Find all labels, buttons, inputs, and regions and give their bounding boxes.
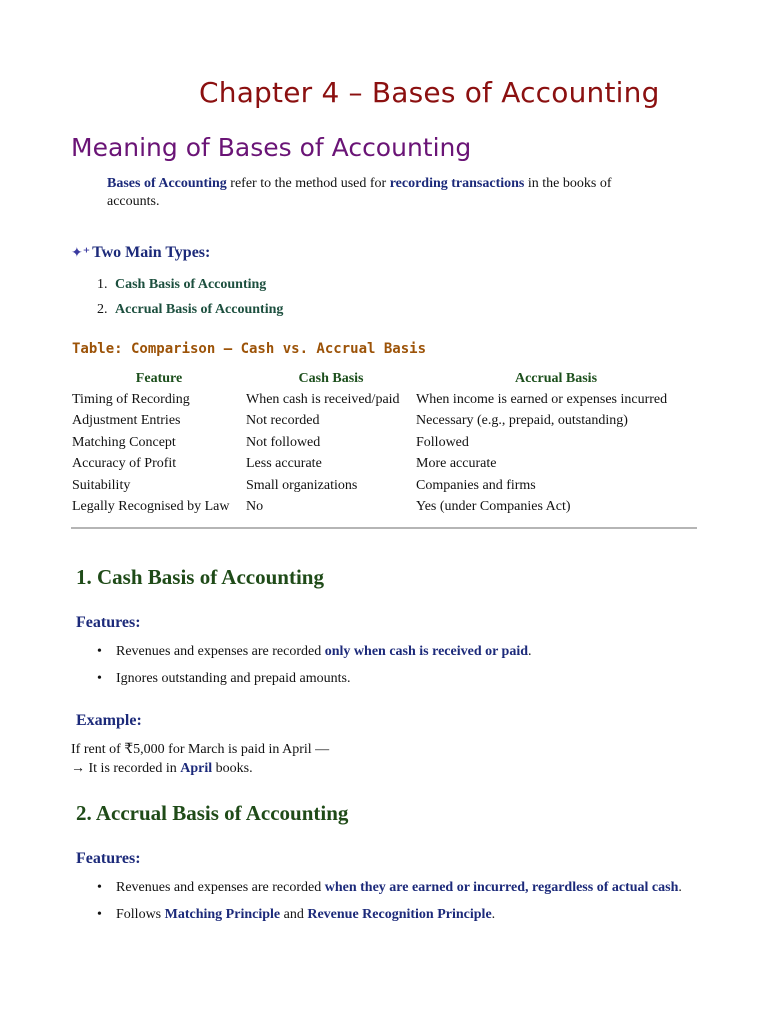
term-recording-transactions: recording transactions bbox=[389, 176, 525, 191]
meaning-paragraph bbox=[107, 175, 667, 211]
bullet-emphasis: Matching Principle bbox=[164, 907, 281, 922]
bullet-emphasis-2: regardless of actual cash bbox=[532, 880, 679, 895]
example-line-2-pre: → It is recorded in bbox=[71, 761, 181, 776]
types-heading-label: Two Main Types: bbox=[92, 244, 211, 261]
table-cell: Accuracy of Profit bbox=[72, 456, 177, 472]
sparkles-icon: ✦⁺ bbox=[71, 245, 91, 261]
table-cell: Companies and firms bbox=[416, 477, 536, 493]
list-item bbox=[97, 879, 697, 897]
accrual-basis-heading: 2. Accrual Basis of Accounting bbox=[76, 801, 349, 825]
table-cell: Matching Concept bbox=[72, 434, 176, 450]
table-row bbox=[72, 432, 696, 454]
bullet-emphasis-2: Revenue Recognition Principle bbox=[307, 907, 492, 922]
table-header-row bbox=[72, 368, 696, 389]
table-cell: Not recorded bbox=[246, 413, 320, 429]
bullet-text: Ignores outstanding and prepaid amounts. bbox=[116, 671, 351, 686]
table-cell: Small organizations bbox=[246, 477, 358, 493]
table-cell: When income is earned or expenses incurred bbox=[416, 391, 668, 407]
list-item bbox=[97, 906, 697, 924]
table-row bbox=[72, 389, 696, 411]
example-heading: Example: bbox=[76, 712, 142, 729]
example-line-1: If rent of ₹5,000 for March is paid in April — bbox=[71, 742, 330, 757]
accrual-features-heading: Features: bbox=[76, 850, 141, 867]
table-cell: Legally Recognised by Law bbox=[72, 499, 230, 515]
table-row bbox=[72, 497, 696, 519]
bullet-end: . bbox=[491, 907, 496, 922]
example-line-2-emph: April bbox=[180, 761, 213, 776]
types-item-label: Cash Basis of Accounting bbox=[115, 277, 267, 292]
table-cell: Necessary (e.g., prepaid, outstanding) bbox=[416, 413, 628, 429]
list-item bbox=[97, 643, 717, 661]
types-list-item bbox=[97, 272, 283, 297]
table-row bbox=[72, 454, 696, 476]
cash-features-list bbox=[97, 643, 717, 688]
accrual-features-list bbox=[97, 879, 697, 924]
table-row bbox=[72, 411, 696, 433]
table-cell: When cash is received/paid bbox=[246, 391, 400, 407]
bullet-text: Follows bbox=[116, 907, 165, 922]
table-cell: Suitability bbox=[72, 477, 131, 493]
para-text-1: refer to the method used for bbox=[226, 176, 390, 191]
bullet-text: Revenues and expenses are recorded bbox=[116, 644, 325, 659]
bullet-mid: , bbox=[525, 880, 533, 895]
bullet-end: . bbox=[678, 880, 682, 895]
cash-basis-heading: 1. Cash Basis of Accounting bbox=[76, 565, 324, 589]
cash-features-heading: Features: bbox=[76, 614, 141, 631]
header-cash-basis: Cash Basis bbox=[298, 370, 364, 386]
types-item-number: 2. bbox=[97, 302, 108, 317]
two-main-types-heading bbox=[71, 244, 210, 262]
chapter-title: Chapter 4 – Bases of Accounting bbox=[199, 76, 660, 109]
bullet-emphasis: only when cash is received or paid bbox=[324, 644, 529, 659]
types-list-item bbox=[97, 297, 283, 322]
table-caption: Table: Comparison – Cash vs. Accrual Basis bbox=[72, 341, 427, 357]
table-cell: Followed bbox=[416, 434, 469, 450]
table-cell: Yes (under Companies Act) bbox=[416, 499, 571, 515]
table-cell: Less accurate bbox=[246, 456, 322, 472]
header-feature: Feature bbox=[135, 370, 183, 386]
types-item-label: Accrual Basis of Accounting bbox=[115, 302, 284, 317]
table-cell: No bbox=[246, 499, 264, 515]
header-accrual-basis: Accrual Basis bbox=[514, 370, 598, 386]
bullet-mid: and bbox=[280, 907, 308, 922]
bullet-end: . bbox=[528, 644, 532, 659]
table-cell: Timing of Recording bbox=[72, 391, 190, 407]
comparison-table bbox=[72, 368, 696, 518]
horizontal-rule bbox=[71, 527, 697, 529]
types-list bbox=[97, 272, 283, 322]
table-row bbox=[72, 475, 696, 497]
example-line-2-post: books. bbox=[212, 761, 253, 776]
example-text bbox=[71, 740, 329, 778]
meaning-heading: Meaning of Bases of Accounting bbox=[71, 133, 472, 162]
bullet-text: Revenues and expenses are recorded bbox=[116, 880, 325, 895]
types-item-number: 1. bbox=[97, 277, 108, 292]
example-line-2 bbox=[71, 759, 329, 778]
table-cell: Not followed bbox=[246, 434, 321, 450]
table-cell: Adjustment Entries bbox=[72, 413, 181, 429]
term-bases-of-accounting: Bases of Accounting bbox=[107, 176, 227, 191]
para-text-2: in the books of accounts. bbox=[107, 176, 612, 209]
list-item bbox=[97, 670, 717, 688]
bullet-emphasis: when they are earned or incurred bbox=[324, 880, 526, 895]
table-cell: More accurate bbox=[416, 456, 497, 472]
